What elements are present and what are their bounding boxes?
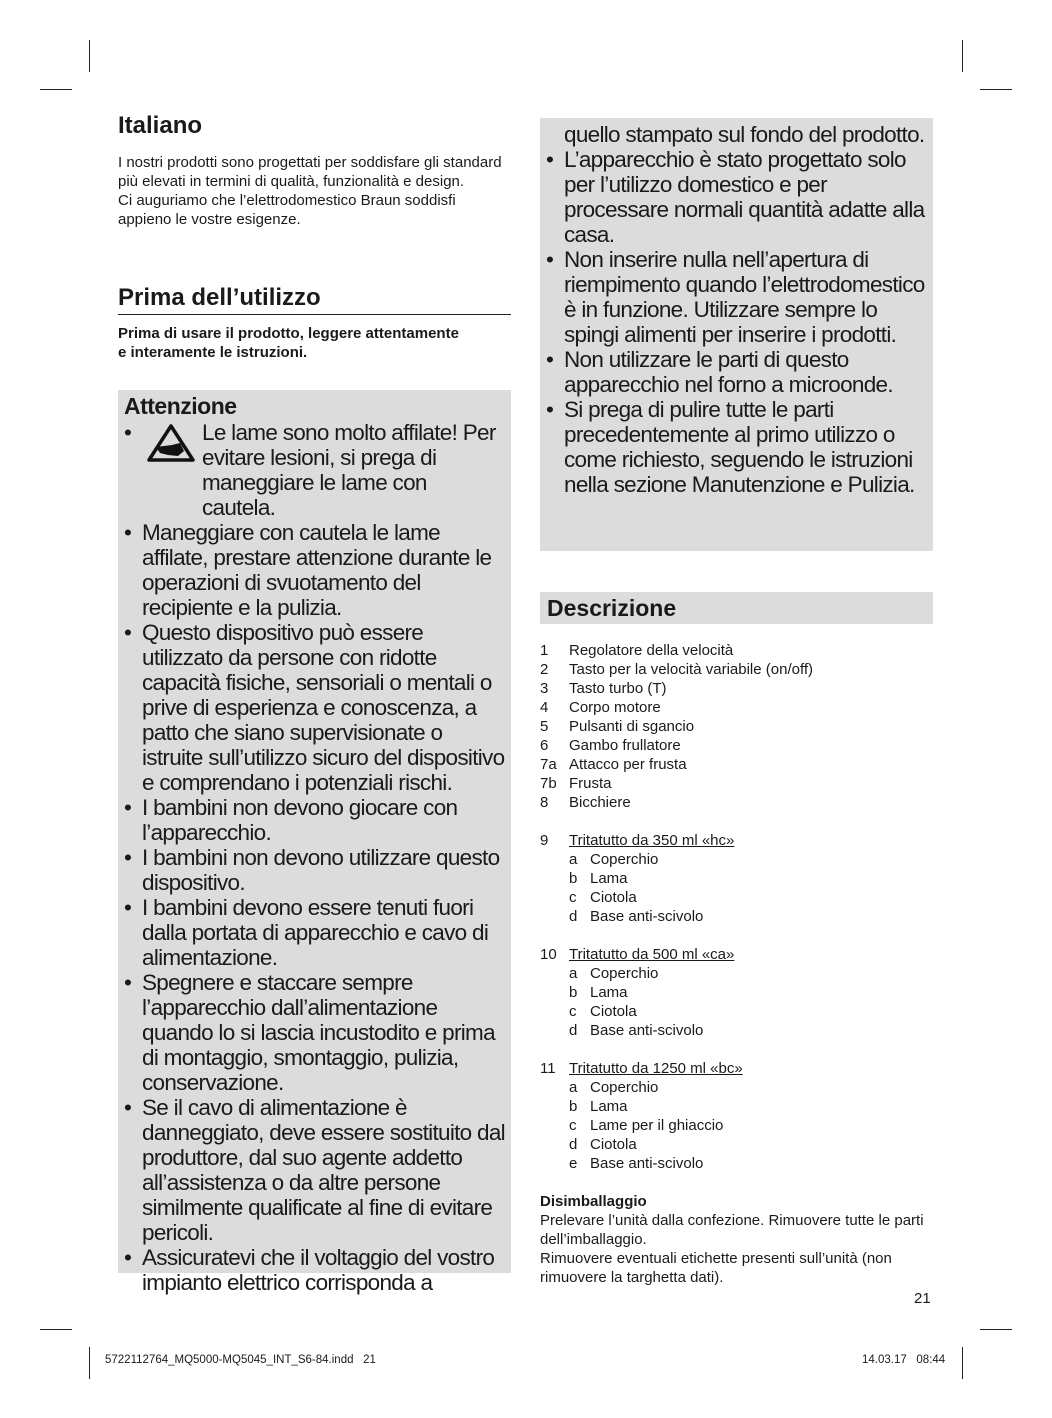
warning-item (124, 520, 505, 620)
list-group (540, 831, 933, 850)
crop-mark (962, 40, 963, 72)
subitem-label: Lama (590, 870, 628, 887)
list-item (540, 774, 933, 793)
paragraph: Prelevare l’unità dalla confezione. Rimuovere tutte le parti dell’imballaggio. (540, 1212, 924, 1248)
item-label: Regolatore della velocità (569, 642, 734, 659)
item-number: 8 (540, 794, 549, 811)
bullet: • (124, 970, 132, 995)
bullet: • (546, 147, 554, 172)
warning-text: L’apparecchio è stato progettato solo per l’utilizzo domestico e per processare normali quantità adatte alla casa. (564, 147, 925, 247)
section-title: Prima dell’utilizzo (118, 284, 321, 311)
item-number: 4 (540, 699, 549, 716)
subitem-letter: c (569, 889, 577, 906)
instruction-text: Prima di usare il prodotto, leggere attentamente e interamente le istruzioni. (118, 325, 459, 361)
item-number: 7b (540, 775, 557, 792)
list-subitem (540, 1002, 933, 1021)
warning-item (546, 397, 927, 497)
item-number: 7a (540, 756, 557, 773)
list-subitem (540, 888, 933, 907)
list-subitem (540, 1097, 933, 1116)
item-label: Tasto per la velocità variabile (on/off) (569, 661, 814, 678)
bullet: • (124, 520, 132, 545)
group-title: Tritatutto da 500 ml «ca» (569, 946, 735, 963)
bullet: • (124, 1245, 132, 1270)
list-subitem (540, 850, 933, 869)
warning-text: quello stampato sul fondo del prodotto. (564, 122, 925, 147)
intro-text (118, 153, 513, 229)
subitem-letter: b (569, 984, 578, 1001)
item-number: 10 (540, 946, 557, 963)
warning-item (124, 420, 505, 520)
warning-text: Spegnere e staccare sempre l’apparecchio dall’alimentazione quando lo si lascia incustodito e prima di montaggio, smontaggio, pulizia, conservazione. (142, 970, 495, 1095)
list-item (540, 641, 933, 660)
item-number: 6 (540, 737, 549, 754)
subitem-letter: c (569, 1003, 577, 1020)
list-group (540, 945, 933, 964)
warning-text: I bambini devono essere tenuti fuori dalla portata di apparecchio e cavo di alimentazione. (142, 895, 489, 970)
subitem-letter: a (569, 1079, 578, 1096)
list-subitem (540, 1135, 933, 1154)
list-item (540, 698, 933, 717)
item-label: Frusta (569, 775, 612, 792)
warning-item (124, 970, 505, 1095)
item-label: Gambo frullatore (569, 737, 681, 754)
warning-text: I bambini non devono giocare con l’apparecchio. (142, 795, 458, 845)
bullet: • (124, 845, 132, 870)
subitem-label: Base anti-scivolo (590, 908, 704, 925)
group-title: Tritatutto da 350 ml «hc» (569, 832, 735, 849)
list-group (540, 1059, 933, 1078)
item-label: Corpo motore (569, 699, 661, 716)
warning-box-continued (540, 118, 933, 551)
subitem-label: Base anti-scivolo (590, 1022, 704, 1039)
intro-paragraph: Ci auguriamo che l’elettrodomestico Braun soddisfi appieno le vostre esigenze. (118, 192, 456, 228)
item-label: Bicchiere (569, 794, 631, 811)
paragraph: Rimuovere eventuali etichette presenti sull’unità (non rimuovere la targhetta dati). (540, 1250, 892, 1286)
crop-mark (962, 1347, 963, 1379)
list-subitem (540, 1078, 933, 1097)
subitem-letter: a (569, 965, 578, 982)
item-number: 3 (540, 680, 549, 697)
warning-text: I bambini non devono utilizzare questo dispositivo. (142, 845, 500, 895)
subitem-letter: a (569, 851, 578, 868)
warning-item (546, 147, 927, 247)
warning-text: Non inserire nulla nell’apertura di riempimento quando l’elettrodomestico è in funzione. Utilizzare sempre lo spingi alimenti per inserire i prodotti. (564, 247, 925, 347)
section-title: Italiano (118, 112, 203, 139)
bullet: • (546, 247, 554, 272)
warning-text: Si prega di pulire tutte le parti precedentemente al primo utilizzo o come richiesto, seguendo le istruzioni nella sezione Manutenzione e Pulizia. (564, 397, 915, 497)
crop-mark (89, 40, 90, 72)
subitem-letter: c (569, 1117, 577, 1134)
crop-mark (40, 89, 72, 90)
subitem-label: Lama (590, 984, 628, 1001)
list-item (540, 717, 933, 736)
divider (118, 314, 511, 315)
item-label: Attacco per frusta (569, 756, 687, 773)
crop-mark (980, 1329, 1012, 1330)
warning-text: Maneggiare con cautela le lame affilate, prestare attenzione durante le operazioni di svuotamento del recipiente e la pulizia. (142, 520, 492, 620)
section-title: Descrizione (547, 595, 677, 621)
description-header (540, 592, 933, 624)
subitem-letter: e (569, 1155, 578, 1172)
warning-item (546, 247, 927, 347)
subitem-label: Coperchio (590, 1079, 659, 1096)
list-subitem (540, 907, 933, 926)
warning-title: Attenzione (124, 393, 237, 419)
subitem-label: Base anti-scivolo (590, 1155, 704, 1172)
bullet: • (546, 397, 554, 422)
list-item (540, 736, 933, 755)
warning-item (124, 845, 505, 895)
page-number: 21 (914, 1290, 931, 1307)
item-label: Tasto turbo (T) (569, 680, 667, 697)
group-title: Tritatutto da 1250 ml «bc» (569, 1060, 743, 1077)
footer-date: 14.03.17 08:44 (862, 1354, 946, 1366)
subitem-label: Coperchio (590, 965, 659, 982)
warning-text: Questo dispositivo può essere utilizzato da persone con ridotte capacità fisiche, sensoriali o mentali o prive di esperienza e conoscenza, a patto che siano supervisionate o istruite sull’utilizzo sicuro del dispositivo e comprendano i potenziali rischi. (142, 620, 505, 795)
warning-box (118, 390, 511, 1295)
subitem-label: Coperchio (590, 851, 659, 868)
list-item (540, 793, 933, 812)
list-subitem (540, 1154, 933, 1173)
item-number: 5 (540, 718, 549, 735)
crop-mark (89, 1347, 90, 1379)
warning-item (124, 895, 505, 970)
item-number: 1 (540, 642, 549, 659)
warning-text: Assicuratevi che il voltaggio del vostro impianto elettrico corrisponda a (142, 1245, 495, 1295)
list-item (540, 755, 933, 774)
cut-hazard-icon (146, 423, 196, 463)
item-number: 2 (540, 661, 549, 678)
bullet: • (124, 795, 132, 820)
item-number: 9 (540, 832, 549, 849)
warning-text: Se il cavo di alimentazione è danneggiato, deve essere sostituito dal produttore, dal suo agente addetto all’assistenza o da altre persone similmente qualificate al fine di evitare pericoli. (142, 1095, 505, 1245)
crop-mark (980, 89, 1012, 90)
subitem-letter: d (569, 1136, 578, 1153)
warning-text: Le lame sono molto affilate! Per evitare lesioni, si prega di maneggiare le lame con cautela. (202, 420, 496, 520)
bullet: • (124, 895, 132, 920)
warning-text: Non utilizzare le parti di questo apparecchio nel forno a microonde. (564, 347, 893, 397)
subitem-label: Ciotola (590, 1003, 637, 1020)
subitem-label: Lame per il ghiaccio (590, 1117, 724, 1134)
list-item (540, 679, 933, 698)
bullet: • (124, 620, 132, 645)
bullet: • (124, 420, 132, 445)
bullet: • (124, 1095, 132, 1120)
warning-item (124, 620, 505, 795)
list-subitem (540, 869, 933, 888)
subitem-letter: b (569, 1098, 578, 1115)
list-subitem (540, 1116, 933, 1135)
subitem-letter: d (569, 908, 578, 925)
subitem-label: Lama (590, 1098, 628, 1115)
warning-item (124, 1095, 505, 1245)
item-label: Pulsanti di sgancio (569, 718, 695, 735)
subitem-letter: d (569, 1022, 578, 1039)
warning-item (124, 1245, 505, 1295)
bullet: • (546, 347, 554, 372)
crop-mark (40, 1329, 72, 1330)
subitem-letter: b (569, 870, 578, 887)
subsection-title: Disimballaggio (540, 1193, 647, 1210)
warning-item (546, 347, 927, 397)
subitem-label: Ciotola (590, 889, 637, 906)
list-subitem (540, 983, 933, 1002)
item-number: 11 (540, 1060, 556, 1077)
subitem-label: Ciotola (590, 1136, 637, 1153)
footer-file: 5722112764_MQ5000-MQ5045_INT_S6-84.indd 21 (105, 1354, 376, 1366)
list-item (540, 660, 933, 679)
parts-list (540, 641, 933, 1287)
warning-item (124, 795, 505, 845)
intro-paragraph: I nostri prodotti sono progettati per soddisfare gli standard più elevati in termini di qualità, funzionalità e design. (118, 154, 502, 190)
list-subitem (540, 964, 933, 983)
list-subitem (540, 1021, 933, 1040)
